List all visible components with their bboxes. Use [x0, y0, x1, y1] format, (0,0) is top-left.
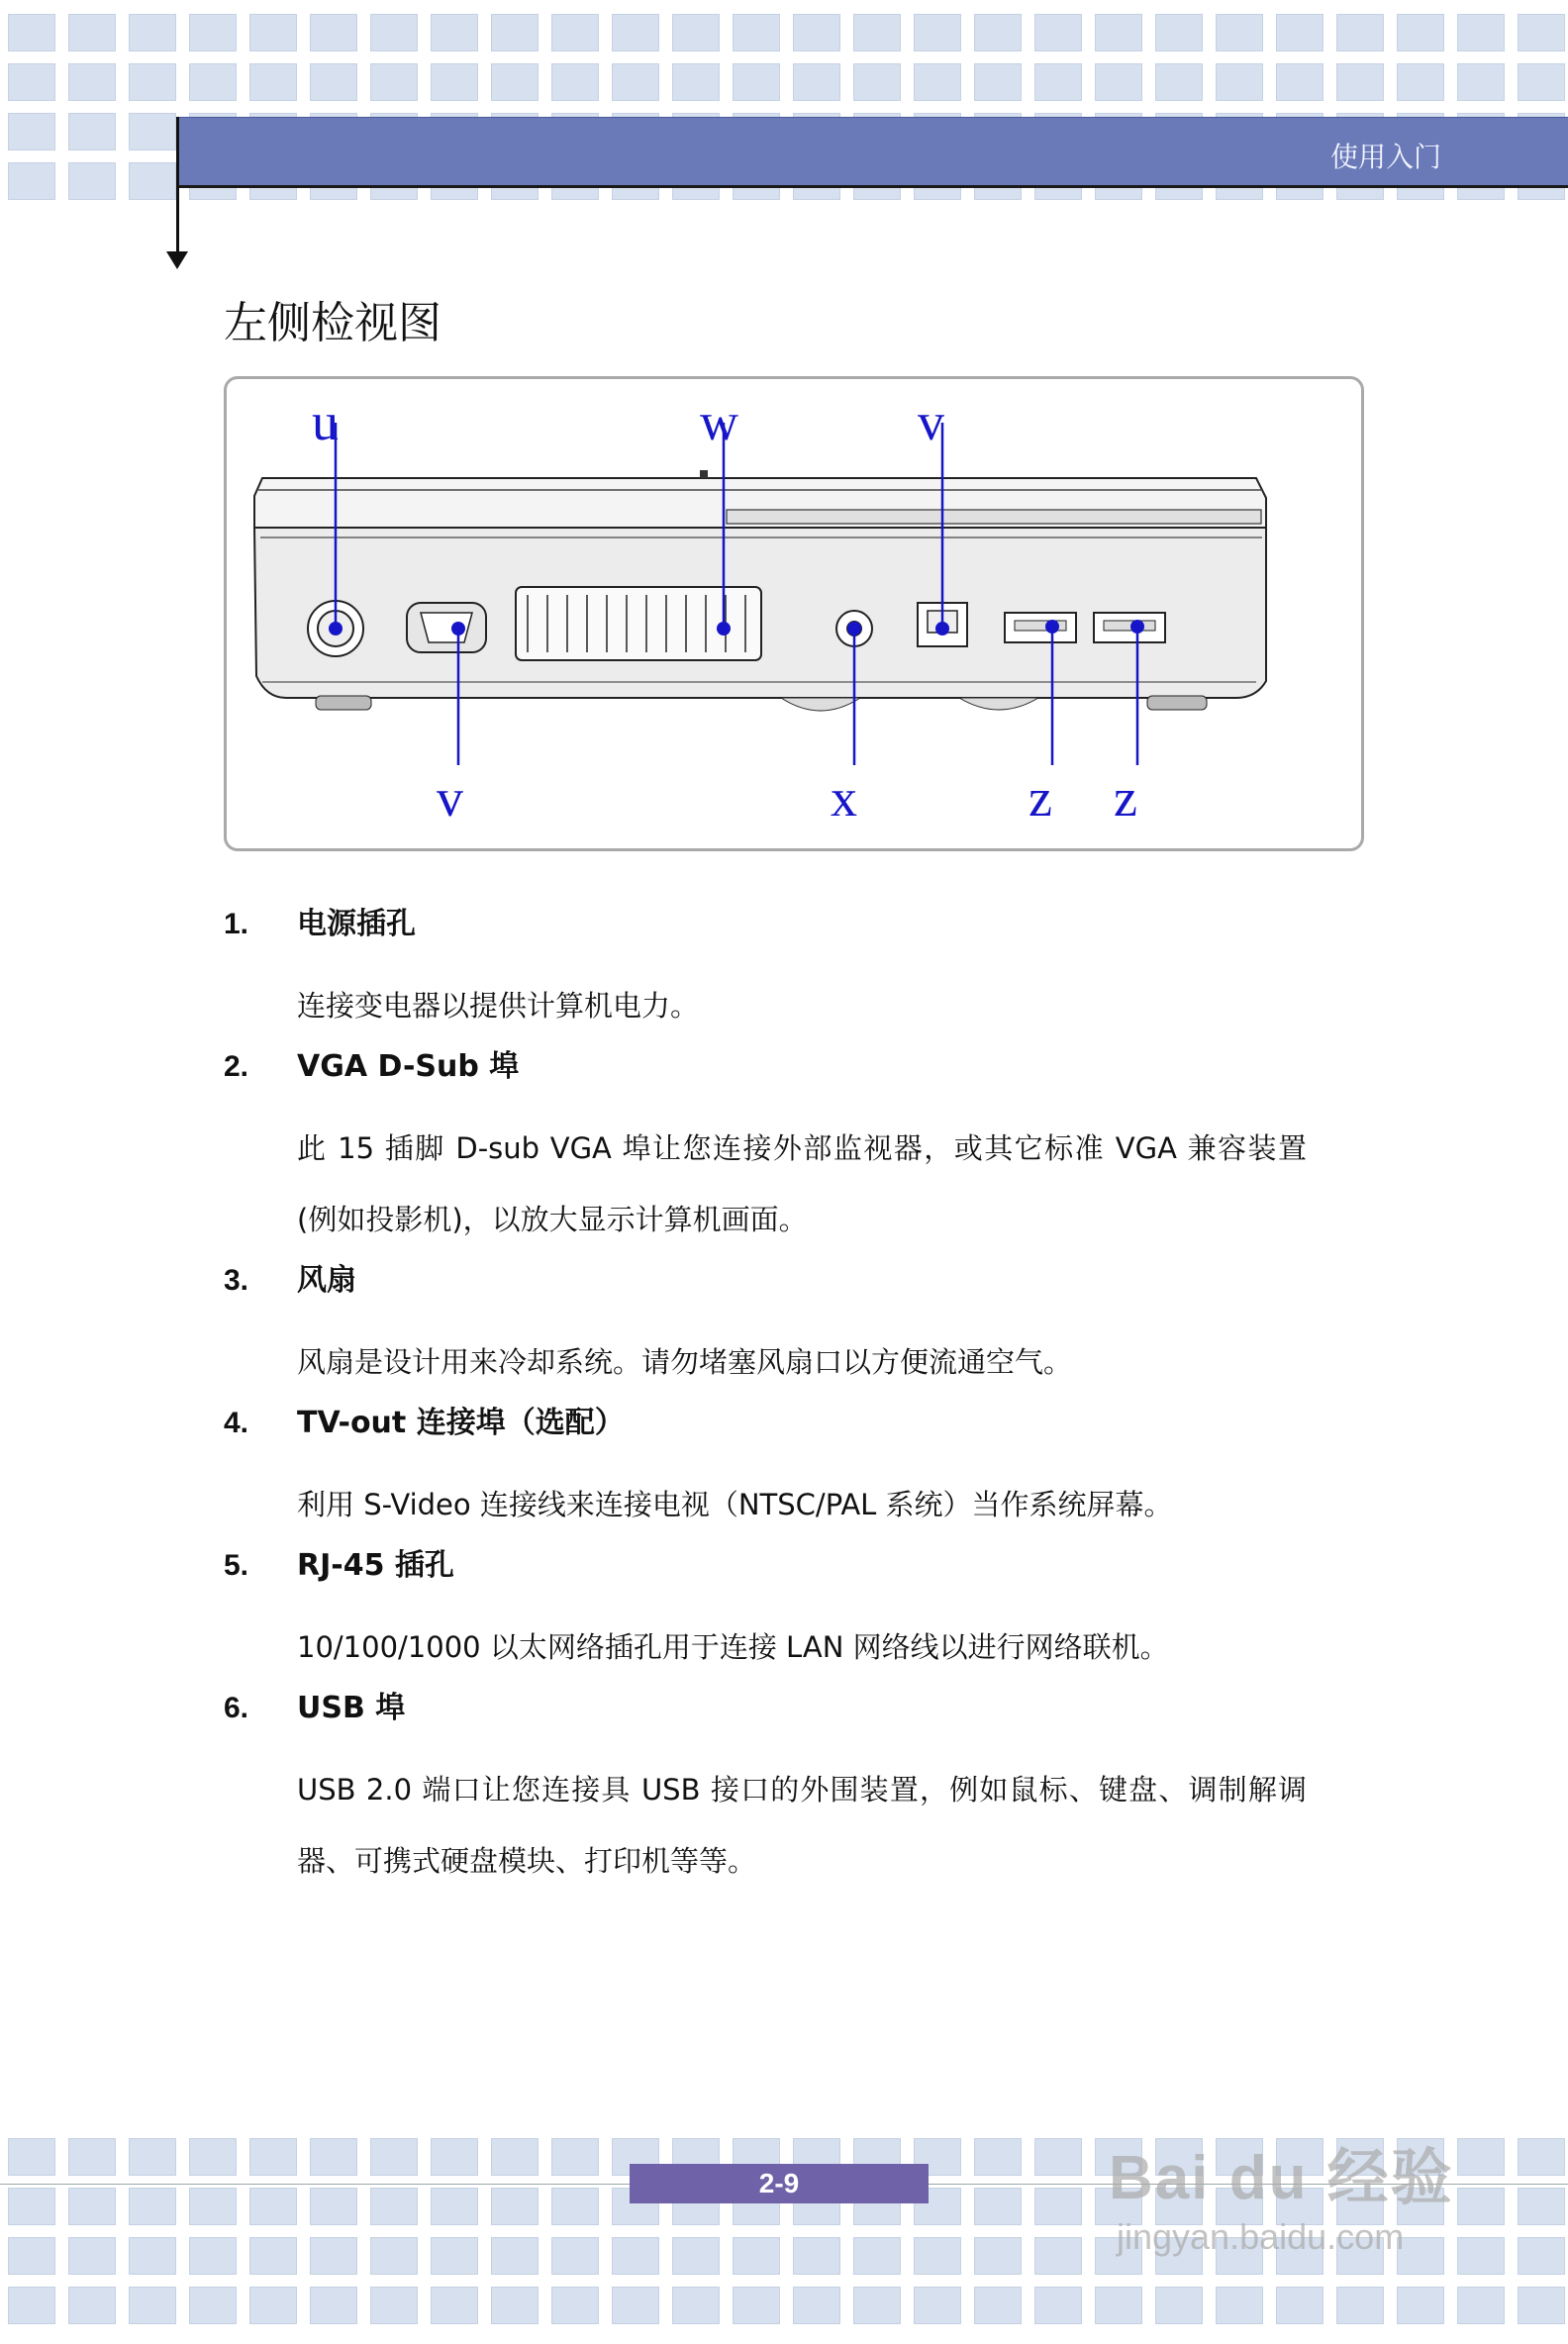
- tile: [310, 2287, 357, 2324]
- tile: [914, 63, 961, 101]
- tile: [310, 63, 357, 101]
- list-item: [224, 1398, 1362, 1540]
- item-description: USB 2.0 端口让您连接具 USB 接口的外围装置，例如鼠标、键盘、调制解调器、可携式硬盘模块、打印机等等。: [297, 1773, 1307, 1878]
- item-title: USB 埠: [297, 1691, 406, 1725]
- list-item: [224, 1041, 1362, 1255]
- tile: [68, 2138, 116, 2176]
- item-description: 利用 S-Video 连接线来连接电视（NTSC/PAL 系统）当作系统屏幕。: [297, 1488, 1173, 1521]
- item-title: 电源插孔: [297, 907, 416, 941]
- section-title: 左侧检视图: [224, 298, 441, 348]
- list-item: [224, 1683, 1362, 1897]
- tile: [1276, 14, 1323, 51]
- tile: [672, 14, 720, 51]
- item-title: VGA D-Sub 埠: [297, 1049, 520, 1084]
- item-number: 6.: [224, 1692, 249, 1724]
- tile: [1518, 2188, 1565, 2225]
- tile: [8, 162, 55, 200]
- tile: [310, 14, 357, 51]
- tile: [431, 2188, 478, 2225]
- tile: [612, 63, 659, 101]
- baidu-watermark: [1109, 2128, 1454, 2258]
- tile: [310, 2237, 357, 2275]
- tile: [914, 14, 961, 51]
- tile: [8, 2237, 55, 2275]
- item-number: 3.: [224, 1264, 249, 1297]
- tile: [733, 2287, 780, 2324]
- tile: [189, 14, 237, 51]
- list-item: [224, 1540, 1362, 1683]
- header-bar: [176, 117, 1568, 188]
- tile: [974, 14, 1022, 51]
- tile: [1034, 2138, 1082, 2176]
- tile: [129, 14, 176, 51]
- tile: [370, 2188, 418, 2225]
- laptop-left-side-figure: [224, 376, 1364, 851]
- item-number: 2.: [224, 1050, 249, 1083]
- tile: [491, 2188, 539, 2225]
- callout-vga-label: v: [437, 768, 463, 828]
- tile: [914, 2287, 961, 2324]
- tile: [1336, 63, 1384, 101]
- tile: [1034, 63, 1082, 101]
- item-description: 风扇是设计用来冷却系统。请勿堵塞风扇口以方便流通空气。: [297, 1345, 1073, 1379]
- item-number: 4.: [224, 1407, 249, 1439]
- tile: [370, 63, 418, 101]
- tile: [431, 14, 478, 51]
- tile: [612, 14, 659, 51]
- callout-usb2-label: z: [1114, 768, 1137, 828]
- tile: [249, 14, 297, 51]
- tile: [1216, 2287, 1263, 2324]
- tile: [8, 2287, 55, 2324]
- tile: [733, 14, 780, 51]
- list-item: [224, 1255, 1362, 1398]
- tile: [68, 162, 116, 200]
- tile: [1457, 2287, 1505, 2324]
- tile: [491, 63, 539, 101]
- tile: [793, 14, 840, 51]
- tile: [431, 2287, 478, 2324]
- tile: [1095, 63, 1142, 101]
- tile: [1397, 63, 1444, 101]
- tile: [491, 2287, 539, 2324]
- tile: [129, 2287, 176, 2324]
- tile: [310, 2138, 357, 2176]
- tile: [431, 63, 478, 101]
- tile: [1457, 14, 1505, 51]
- tile: [853, 63, 901, 101]
- tile: [370, 2287, 418, 2324]
- item-title: TV-out 连接埠（选配）: [297, 1406, 625, 1440]
- tile: [1457, 63, 1505, 101]
- tile: [68, 2237, 116, 2275]
- item-title: 风扇: [297, 1263, 356, 1298]
- tile: [8, 113, 55, 150]
- tile: [8, 63, 55, 101]
- tile: [914, 2237, 961, 2275]
- tile: [1397, 2287, 1444, 2324]
- tile: [974, 2237, 1022, 2275]
- tile: [551, 14, 599, 51]
- watermark-url: jingyan.baidu.com: [1117, 2216, 1405, 2257]
- tile: [68, 2188, 116, 2225]
- tile: [8, 14, 55, 51]
- callout-rj45-label: v: [918, 392, 944, 451]
- tile: [974, 63, 1022, 101]
- laptop-side-drawing: [227, 379, 1361, 848]
- tile: [1518, 2138, 1565, 2176]
- tile: [1034, 2237, 1082, 2275]
- arrow-down-icon: [166, 251, 188, 269]
- tile: [733, 2237, 780, 2275]
- tile: [1336, 2287, 1384, 2324]
- tile: [189, 2138, 237, 2176]
- tile: [1457, 2237, 1505, 2275]
- header-title: 使用入门: [1329, 141, 1441, 173]
- tile: [249, 2188, 297, 2225]
- tile: [1155, 2287, 1203, 2324]
- tile: [1095, 14, 1142, 51]
- tile: [1216, 14, 1263, 51]
- tile: [491, 2138, 539, 2176]
- tile: [189, 2237, 237, 2275]
- tile: [249, 2287, 297, 2324]
- tile: [68, 113, 116, 150]
- tile: [189, 2287, 237, 2324]
- tile: [551, 2287, 599, 2324]
- tile: [1276, 63, 1323, 101]
- tile: [189, 63, 237, 101]
- tile: [249, 63, 297, 101]
- tile: [370, 14, 418, 51]
- tile: [249, 2138, 297, 2176]
- tile: [1216, 63, 1263, 101]
- callout-tvout-label: x: [831, 768, 857, 828]
- tile: [793, 2287, 840, 2324]
- watermark-brand: Bai du 经验: [1109, 2144, 1454, 2212]
- tile: [129, 2237, 176, 2275]
- tile: [491, 14, 539, 51]
- tile: [1518, 63, 1565, 101]
- tile: [853, 14, 901, 51]
- tile: [129, 2188, 176, 2225]
- tile: [551, 2138, 599, 2176]
- tile: [1518, 14, 1565, 51]
- tile: [68, 2287, 116, 2324]
- tile: [1336, 14, 1384, 51]
- tile: [551, 2188, 599, 2225]
- tile: [431, 2138, 478, 2176]
- tile: [672, 2287, 720, 2324]
- tile: [129, 2138, 176, 2176]
- list-item: [224, 899, 1362, 1041]
- callout-fan-label: w: [700, 392, 738, 451]
- page-number: 2-9: [630, 2164, 929, 2203]
- tile: [551, 63, 599, 101]
- tile: [431, 2237, 478, 2275]
- tile: [974, 2188, 1022, 2225]
- item-number: 1.: [224, 908, 249, 940]
- tile: [1155, 63, 1203, 101]
- tile: [974, 2287, 1022, 2324]
- tile: [8, 2138, 55, 2176]
- callout-usb1-label: z: [1029, 768, 1052, 828]
- tile: [370, 2237, 418, 2275]
- tile: [129, 113, 176, 150]
- tile: [370, 2138, 418, 2176]
- tile: [672, 63, 720, 101]
- tile: [551, 2237, 599, 2275]
- tile: [1276, 2287, 1323, 2324]
- tile: [793, 63, 840, 101]
- tile: [793, 2237, 840, 2275]
- tile: [310, 2188, 357, 2225]
- item-description: 10/100/1000 以太网络插孔用于连接 LAN 网络线以进行网络联机。: [297, 1630, 1169, 1664]
- port-description-list: [224, 899, 1362, 1897]
- tile: [1518, 2237, 1565, 2275]
- tile: [1457, 2138, 1505, 2176]
- tile: [1034, 2188, 1082, 2225]
- tile: [8, 2188, 55, 2225]
- item-number: 5.: [224, 1549, 249, 1582]
- tile: [491, 2237, 539, 2275]
- tile: [1518, 2287, 1565, 2324]
- tile: [672, 2237, 720, 2275]
- tile: [1034, 14, 1082, 51]
- item-title: RJ-45 插孔: [297, 1548, 454, 1583]
- tile: [1034, 2287, 1082, 2324]
- tile: [189, 2188, 237, 2225]
- item-description: 连接变电器以提供计算机电力。: [297, 989, 700, 1023]
- tile: [853, 2287, 901, 2324]
- tile: [974, 2138, 1022, 2176]
- header-divider-line: [176, 117, 179, 255]
- tile: [68, 14, 116, 51]
- tile: [1457, 2188, 1505, 2225]
- tile: [249, 2237, 297, 2275]
- callout-power-jack-label: u: [312, 392, 339, 451]
- tile: [1155, 14, 1203, 51]
- tile: [733, 63, 780, 101]
- tile: [612, 2237, 659, 2275]
- tile: [612, 2287, 659, 2324]
- tile: [68, 63, 116, 101]
- tile: [1397, 14, 1444, 51]
- tile: [129, 63, 176, 101]
- tile: [1095, 2287, 1142, 2324]
- tile: [129, 162, 176, 200]
- tile: [853, 2237, 901, 2275]
- item-description: 此 15 插脚 D-sub VGA 埠让您连接外部监视器，或其它标准 VGA 兼容装置 (例如投影机)，以放大显示计算机画面。: [297, 1131, 1307, 1236]
